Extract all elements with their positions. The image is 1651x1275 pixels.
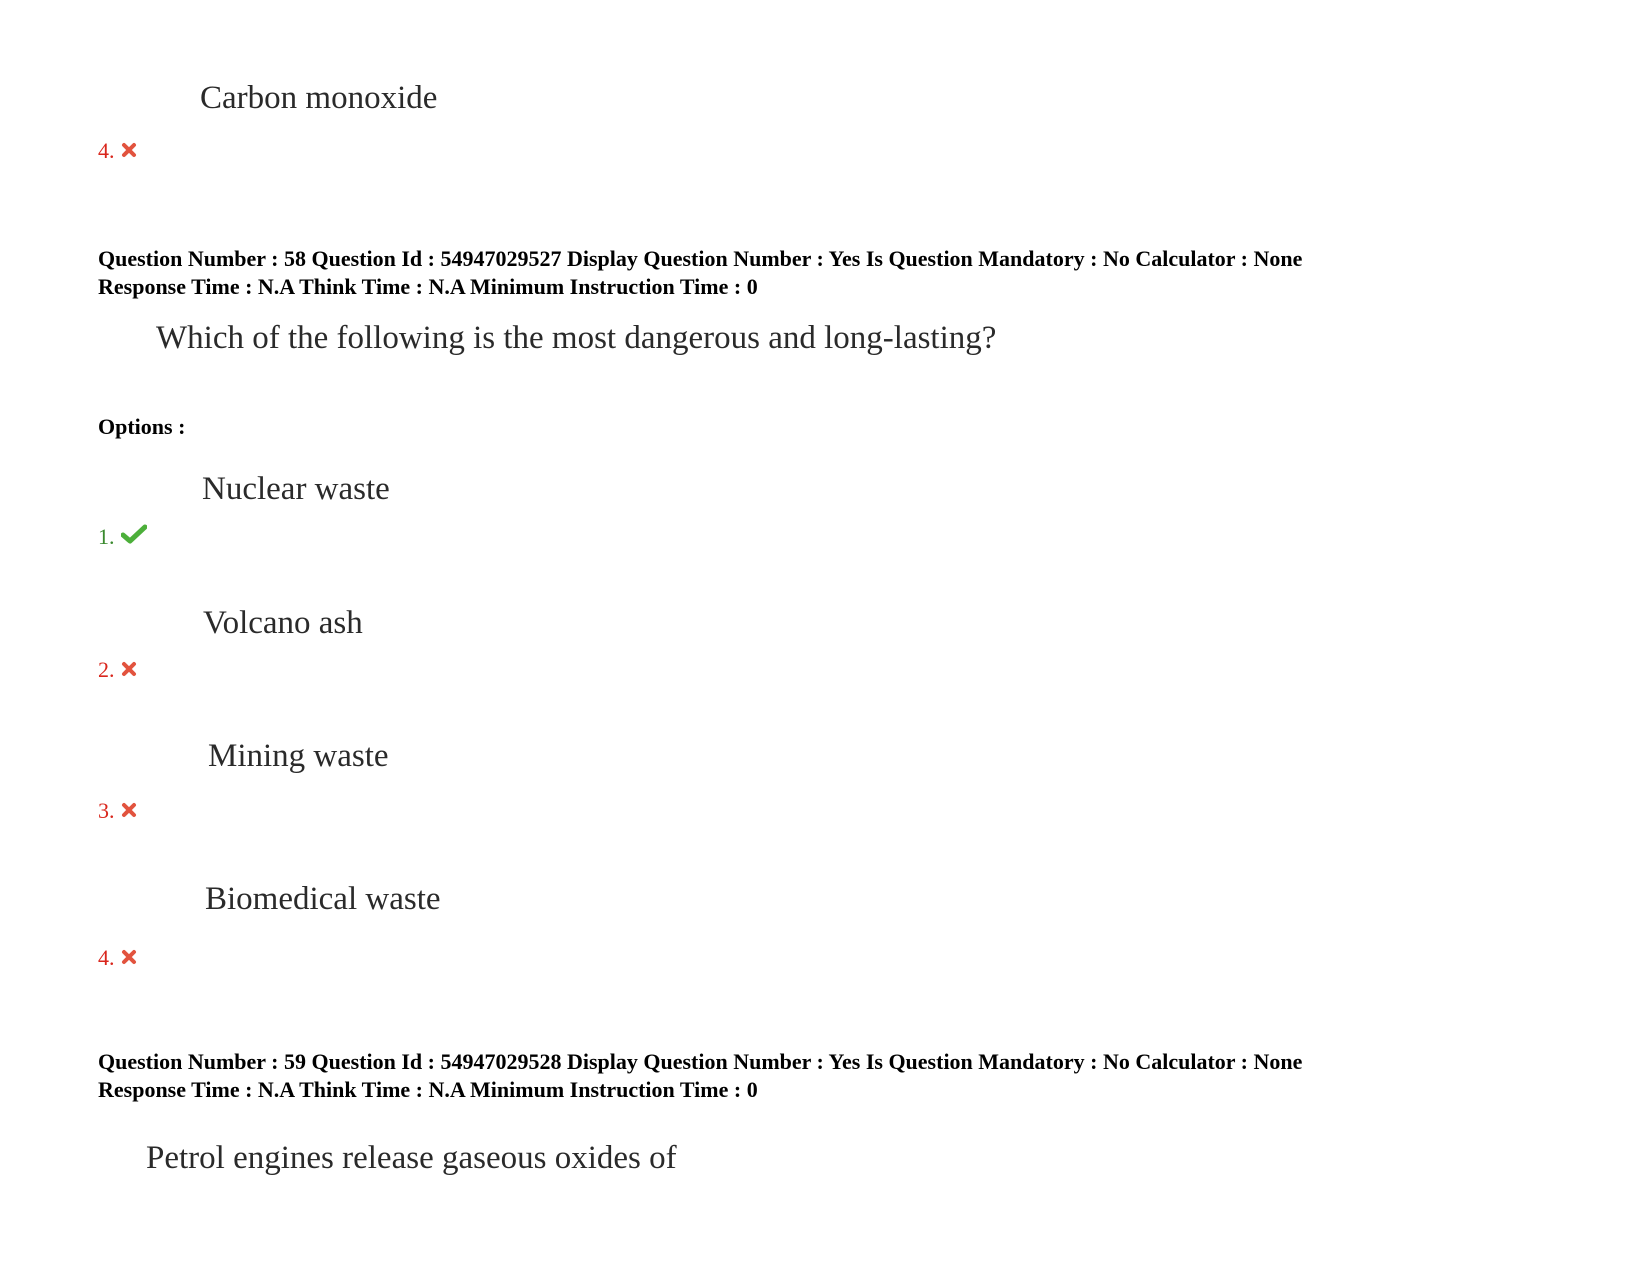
option-number-3 [98, 798, 137, 824]
option-number-label: 4. [98, 138, 115, 163]
cross-icon [121, 138, 137, 164]
question-meta-line-2: Response Time : N.A Think Time : N.A Minimum Instruction Time : 0 [98, 274, 758, 299]
option-number-label: 2. [98, 657, 115, 682]
options-label: Options : [98, 414, 186, 439]
option-text-4: Biomedical waste [205, 881, 441, 917]
question-meta [98, 1048, 1302, 1104]
question-meta-line-1: Question Number : 59 Question Id : 54947029528 Display Question Number : Yes Is Question Mandatory : No Calculator : None [98, 1049, 1303, 1074]
cross-icon [121, 657, 137, 683]
option-text-3: Mining waste [208, 738, 389, 774]
option-number-2 [98, 657, 137, 683]
option-number-label: 4. [98, 945, 115, 970]
option-number-4 [98, 945, 137, 971]
cross-icon [121, 798, 137, 824]
option-text-1: Nuclear waste [202, 471, 390, 507]
option-text-prev-4: Carbon monoxide [200, 80, 438, 116]
option-number-label: 3. [98, 798, 115, 823]
question-meta-line-1: Question Number : 58 Question Id : 54947029527 Display Question Number : Yes Is Question Mandatory : No Calculator : None [98, 246, 1303, 271]
question-text: Which of the following is the most dangerous and long-lasting? [156, 320, 997, 356]
cross-icon [121, 945, 137, 971]
question-meta-line-2: Response Time : N.A Think Time : N.A Minimum Instruction Time : 0 [98, 1077, 758, 1102]
option-text-2: Volcano ash [203, 605, 363, 641]
option-number-prev-4 [98, 138, 137, 164]
question-text: Petrol engines release gaseous oxides of [146, 1140, 677, 1176]
option-number-1 [98, 524, 147, 550]
check-icon [121, 524, 147, 550]
option-number-label: 1. [98, 524, 115, 549]
question-meta [98, 245, 1302, 301]
